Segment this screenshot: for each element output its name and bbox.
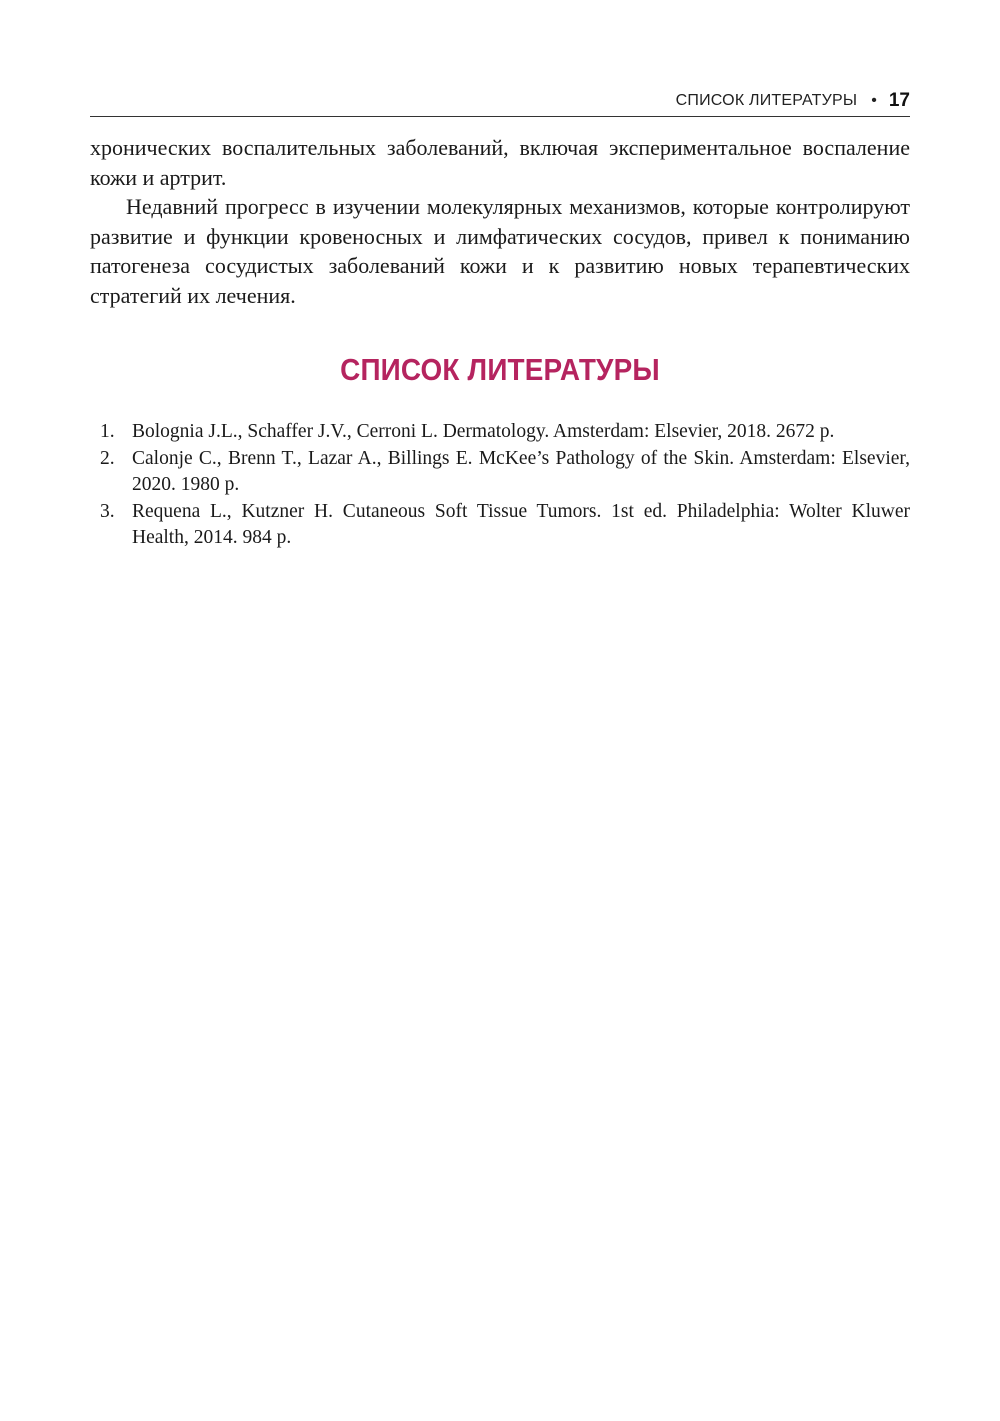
paragraph-continuation: хронических воспалительных заболеваний, включая экспериментальное воспаление кожи и артрит. [90,135,910,190]
reference-item [90,499,910,552]
section-heading: СПИСОК ЛИТЕРАТУРЫ [340,352,660,387]
running-head [90,86,910,117]
reference-text: Calonje C., Brenn T., Lazar A., Billings E. McKee’s Pathology of the Skin. Amsterdam: Elsevier, 2020. 1980 p. [132,447,910,495]
bullet-icon: • [871,92,877,109]
paragraph: Недавний прогресс в изучении молекулярных механизмов, которые контролируют развитие и функции кровеносных и лимфатических сосудов, привел к пониманию патогенеза сосудистых заболеваний кожи и к развитию новых терапевтических стратегий их лечения. [90,194,910,308]
reference-text: Bolognia J.L., Schaffer J.V., Cerroni L. Dermatology. Amsterdam: Elsevier, 2018. 2672 p. [132,421,835,442]
reference-list [90,419,910,552]
page-number: 17 [888,90,910,111]
reference-number: 1. [100,421,115,442]
running-head-title: СПИСОК ЛИТЕРАТУРЫ [675,92,858,109]
body-text [90,133,910,310]
reference-number: 3. [100,500,115,522]
reference-number: 2. [100,447,115,469]
reference-text: Requena L., Kutzner H. Cutaneous Soft Tissue Tumors. 1st ed. Philadelphia: Wolter Kluwer Health, 2014. 984 p. [132,500,910,548]
reference-item [90,446,910,499]
reference-item [90,419,910,446]
